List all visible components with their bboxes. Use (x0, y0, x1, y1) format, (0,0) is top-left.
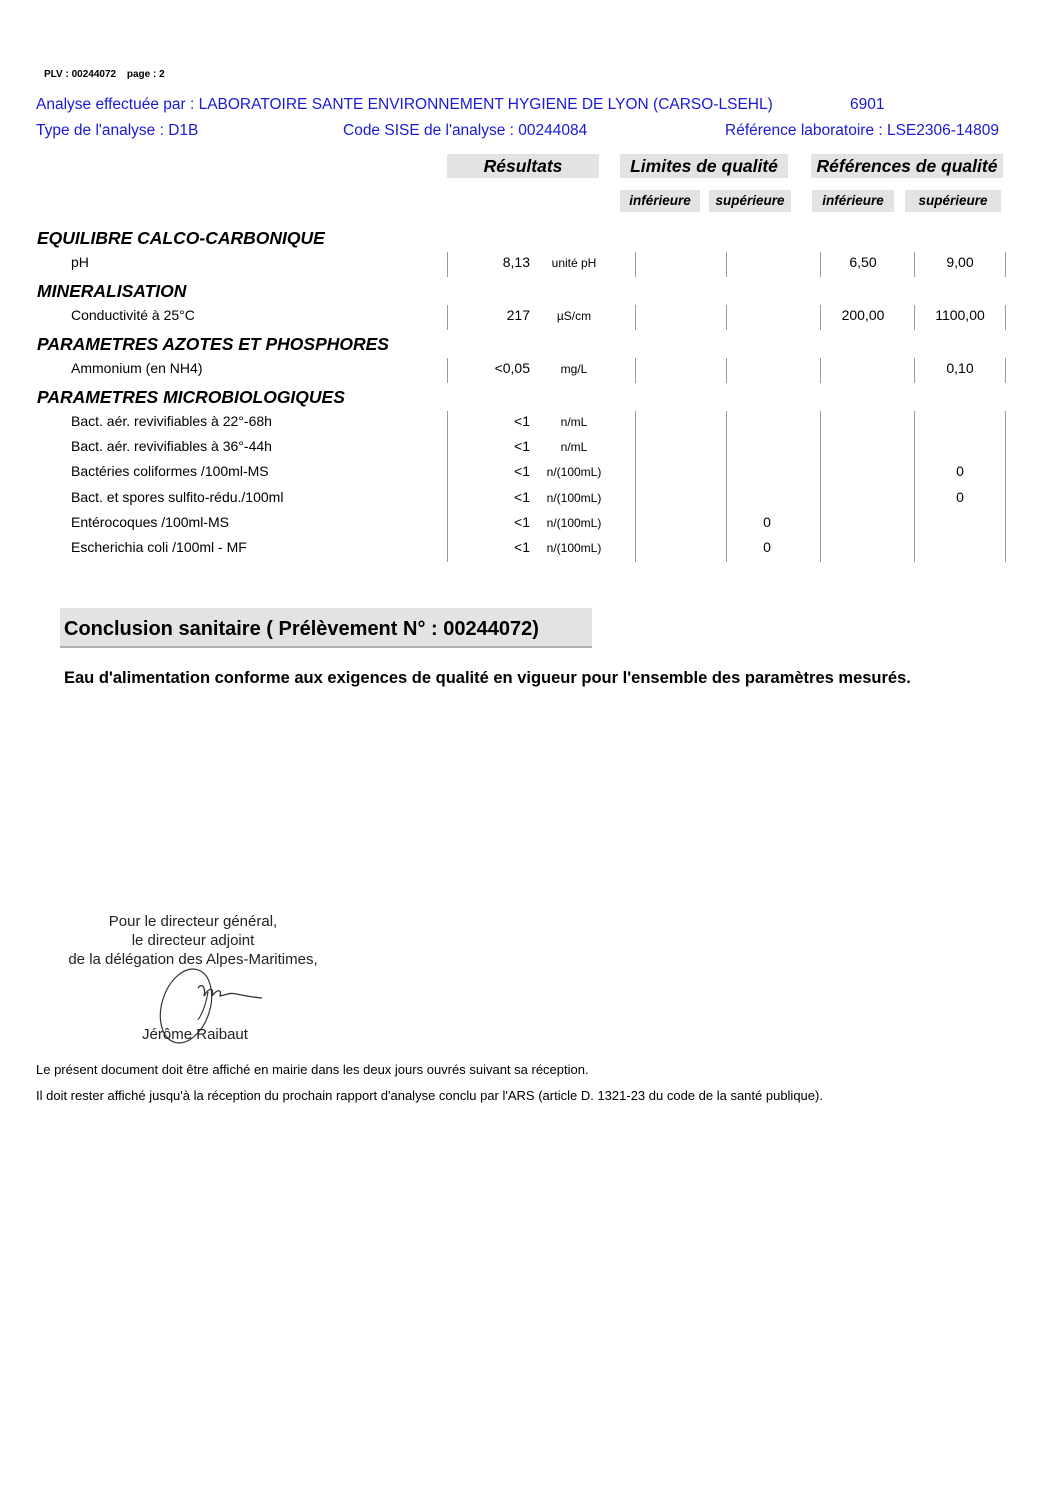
reference-lower: 6,50 (849, 254, 877, 270)
results-header: Résultats (447, 154, 599, 178)
parameter-name: Ammonium (en NH4) (71, 360, 203, 376)
footer-line-1: Le présent document doit être affiché en mairie dans les deux jours ouvrés suivant sa réception. (36, 1062, 589, 1077)
result-value: 217 (506, 307, 530, 323)
column-divider (914, 305, 915, 330)
reference-lower: 200,00 (841, 307, 885, 323)
page-header (44, 69, 173, 80)
column-divider (447, 358, 448, 383)
column-divider (914, 358, 915, 383)
result-unit: unité pH (551, 256, 597, 270)
parameter-name: Bactéries coliformes /100ml-MS (71, 463, 269, 480)
references-upper-header: supérieure (905, 190, 1001, 212)
section-title: EQUILIBRE CALCO-CARBONIQUE (37, 228, 325, 248)
footer-line-2: Il doit rester affiché jusqu'à la réception du prochain rapport d'analyse conclu par l'ARS (article D. 1321-23 du code de la santé publique). (36, 1088, 823, 1103)
column-divider (914, 411, 915, 562)
reference-upper: 9,00 (946, 254, 974, 270)
signature-line-1: Pour le directeur général, (108, 913, 278, 930)
column-divider (820, 252, 821, 277)
column-divider (447, 252, 448, 277)
lab-code: 6901 (850, 96, 885, 113)
references-lower-header: inférieure (812, 190, 894, 212)
column-divider (1005, 411, 1006, 562)
quality-limits-header: Limites de qualité (620, 154, 788, 178)
parameter-name: Entérocoques /100ml-MS (71, 513, 229, 530)
result-value: <0,05 (494, 360, 530, 376)
column-divider (914, 252, 915, 277)
page-number: page : 2 (126, 69, 165, 80)
result-unit: µS/cm (556, 309, 592, 323)
parameter-name: Bact. aér. revivifiables à 22°-68h (71, 413, 272, 429)
lab-reference: Référence laboratoire : LSE2306-14809 (725, 122, 1000, 139)
column-divider (635, 305, 636, 330)
limit-upper: 0 (763, 539, 771, 555)
result-unit: mg/L (560, 362, 588, 376)
section-title: PARAMETRES AZOTES ET PHOSPHORES (37, 334, 389, 354)
analysis-type: Type de l'analyse : D1B (36, 122, 199, 139)
signatory-name: Jérôme Raibaut (142, 1026, 248, 1043)
result-value: 8,13 (502, 254, 530, 270)
column-divider (820, 358, 821, 383)
column-divider (447, 305, 448, 330)
column-divider (726, 305, 727, 330)
column-divider (635, 411, 636, 562)
result-unit: n/mL (560, 415, 588, 429)
result-unit: n/(100mL) (546, 465, 602, 480)
column-divider (635, 358, 636, 383)
parameter-name: Conductivité à 25°C (71, 307, 195, 323)
column-divider (820, 305, 821, 330)
result-value: <1 (514, 488, 530, 505)
limits-lower-header: inférieure (620, 190, 700, 212)
result-value: <1 (514, 463, 530, 480)
column-divider (1005, 252, 1006, 277)
column-divider (1005, 358, 1006, 383)
parameter-name: pH (71, 254, 89, 270)
section-title: MINERALISATION (37, 281, 187, 301)
result-unit: n/(100mL) (546, 515, 602, 530)
sise-code: Code SISE de l'analyse : 00244084 (343, 122, 588, 139)
conclusion-title: Conclusion sanitaire ( Prélèvement N° : 00244072) (60, 608, 592, 648)
result-value: <1 (514, 413, 530, 429)
result-value: <1 (514, 438, 530, 455)
section-title: PARAMETRES MICROBIOLOGIQUES (37, 387, 345, 407)
plv-number: PLV : 00244072 (44, 69, 117, 80)
reference-upper: 1100,00 (935, 307, 985, 323)
parameter-name: Bact. et spores sulfito-rédu./100ml (71, 488, 284, 505)
signature-line-3: de la délégation des Alpes-Maritimes, (68, 951, 318, 968)
column-divider (726, 358, 727, 383)
column-divider (635, 252, 636, 277)
result-unit: n/(100mL) (546, 490, 602, 505)
result-unit: n/mL (560, 440, 588, 455)
result-value: <1 (514, 513, 530, 530)
quality-references-header: Références de qualité (811, 154, 1003, 178)
limit-upper: 0 (763, 513, 771, 530)
conclusion-text: Eau d'alimentation conforme aux exigences de qualité en vigueur pour l'ensemble des paramètres mesurés. (64, 669, 911, 687)
reference-upper: 0,10 (946, 360, 974, 376)
column-divider (726, 411, 727, 562)
signature-line-2: le directeur adjoint (131, 932, 255, 949)
parameter-name: Bact. aér. revivifiables à 36°-44h (71, 438, 272, 455)
parameter-name: Escherichia coli /100ml - MF (71, 539, 247, 555)
analysis-performed-by: Analyse effectuée par : LABORATOIRE SANTE ENVIRONNEMENT HYGIENE DE LYON (CARSO-LSEHL) (36, 96, 773, 113)
column-divider (726, 252, 727, 277)
reference-upper: 0 (956, 463, 964, 480)
result-value: <1 (514, 539, 530, 555)
column-divider (820, 411, 821, 562)
result-unit: n/(100mL) (546, 541, 602, 555)
reference-upper: 0 (956, 488, 964, 505)
column-divider (1005, 305, 1006, 330)
limits-upper-header: supérieure (709, 190, 791, 212)
column-divider (447, 411, 448, 562)
